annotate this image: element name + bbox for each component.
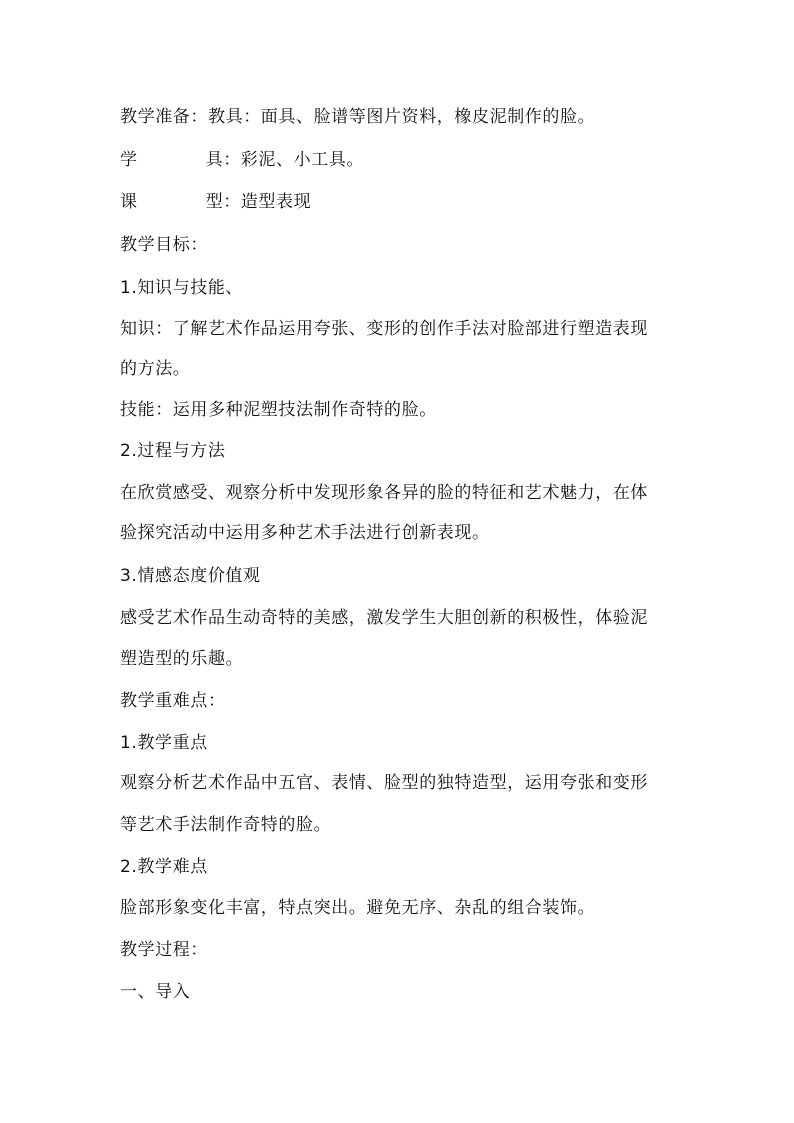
objectives-heading: 教学目标： xyxy=(120,235,208,255)
difficult-point-line: 脸部形象变化丰富，特点突出。避免无序、杂乱的组合装饰。 xyxy=(120,898,596,918)
lesson-type-label-first-char: 课 xyxy=(120,192,138,212)
lesson-type-text: 型：造型表现 xyxy=(205,192,312,212)
process-line-2: 验探究活动中运用多种艺术手法进行创新表现。 xyxy=(120,523,490,543)
teaching-process-heading: 教学过程： xyxy=(120,940,208,960)
skills-line: 技能：运用多种泥塑技法制作奇特的脸。 xyxy=(120,400,437,420)
introduction-heading: 一、导入 xyxy=(120,982,191,1002)
student-tools-label-first-char: 学 xyxy=(120,150,138,170)
attitude-line-2: 塑造型的乐趣。 xyxy=(120,649,244,669)
key-point-heading: 1.教学重点 xyxy=(120,733,208,753)
knowledge-line-2: 的方法。 xyxy=(120,359,191,379)
difficult-point-heading: 2.教学难点 xyxy=(120,857,208,877)
knowledge-line-1: 知识：了解艺术作品运用夸张、变形的创作手法对脸部进行塑造表现 xyxy=(120,319,648,339)
key-point-line-1: 观察分析艺术作品中五官、表情、脸型的独特造型，运用夸张和变形 xyxy=(120,773,648,793)
student-tools-line xyxy=(120,149,690,171)
student-tools-text: 具：彩泥、小工具。 xyxy=(205,150,365,170)
lesson-type-line xyxy=(120,191,690,213)
objective-2-heading: 2.过程与方法 xyxy=(120,441,226,461)
process-line-1: 在欣赏感受、观察分析中发现形象各异的脸的特征和艺术魅力，在体 xyxy=(120,483,648,503)
objective-3-heading: 3.情感态度价值观 xyxy=(120,566,261,586)
key-point-line-2: 等艺术手法制作奇特的脸。 xyxy=(120,815,332,835)
key-difficult-heading: 教学重难点： xyxy=(120,691,226,711)
attitude-line-1: 感受艺术作品生动奇特的美感，激发学生大胆创新的积极性，体验泥 xyxy=(120,608,648,628)
objective-1-heading: 1.知识与技能、 xyxy=(120,278,244,298)
teaching-prep-line: 教学准备：教具：面具、脸谱等图片资料，橡皮泥制作的脸。 xyxy=(120,107,596,127)
